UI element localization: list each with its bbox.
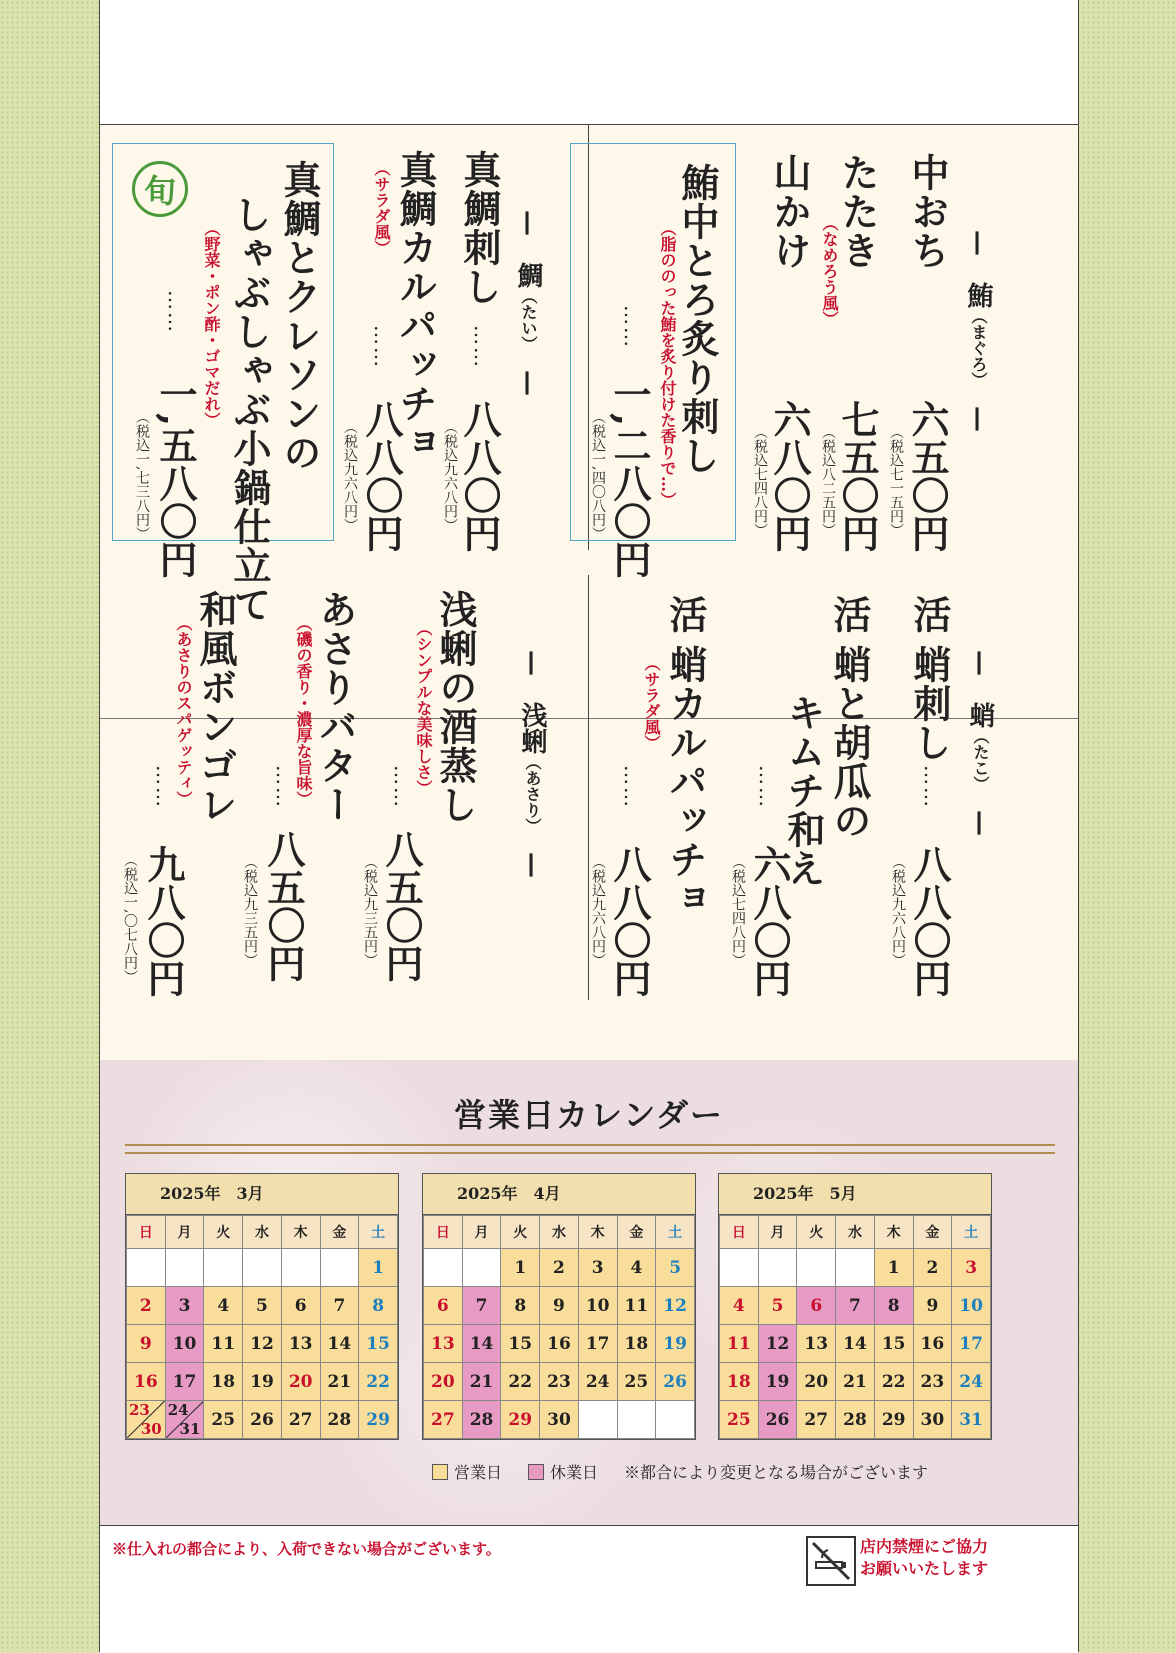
weekday-header: 日 [127, 1216, 166, 1249]
calendar-day: 1 [359, 1249, 398, 1287]
calendar-day: 17 [952, 1325, 991, 1363]
calendar-day [656, 1401, 695, 1439]
calendar-day: 7 [462, 1287, 501, 1325]
menu-item-nakaochi: 中おち [905, 153, 950, 270]
legend-note: ※都合により変更となる場合がございます [624, 1463, 929, 1482]
calendar-day: 11 [204, 1325, 243, 1363]
calendar-day: 1 [501, 1249, 540, 1287]
menu-item-tako-sashi: 蛸刺し [907, 645, 952, 762]
calendar-day: 3 [165, 1287, 204, 1325]
weekday-header: 水 [243, 1216, 282, 1249]
calendar-day: 19 [243, 1363, 282, 1401]
calendar-month [125, 1173, 399, 1440]
price-tako-sashi: 八八〇円 [907, 845, 952, 997]
calendar-day: 25 [617, 1363, 656, 1401]
calendar-day: 6 [797, 1287, 836, 1325]
menu-page [99, 0, 1079, 1652]
calendar-day: 8 [501, 1287, 540, 1325]
price-tataki: 七五〇円 [835, 400, 880, 552]
calendar-day: 18 [204, 1363, 243, 1401]
calendar-day: 6 [424, 1287, 463, 1325]
calendar-day: 23 30 [127, 1401, 166, 1439]
leader-dots-tako-carpaccio: …… [620, 765, 644, 809]
leader-dots-kimchi: …… [755, 765, 779, 809]
calendar-day: 9 [913, 1287, 952, 1325]
calendar-title: 営業日カレンダー [454, 1096, 724, 1134]
calendar-day: 30 [540, 1401, 579, 1439]
note-wafu-vongole: （あさりのスパゲッティ） [174, 615, 193, 807]
calendar-day: 19 [656, 1325, 695, 1363]
tax-tako-sashi: （税込九六八円） [890, 855, 906, 967]
right-border-pattern [1076, 0, 1176, 1652]
calendar-day: 10 [578, 1287, 617, 1325]
calendar-day: 20 [797, 1363, 836, 1401]
calendar-day: 15 [874, 1325, 913, 1363]
calendar-day: 29 [501, 1401, 540, 1439]
note-madai-carpaccio: （サラダ風） [372, 160, 391, 256]
menu-item-yamakake: 山かけ [767, 153, 812, 270]
price-madai-sashi: 八八〇円 [457, 400, 502, 552]
price-tako-carpaccio: 八八〇円 [607, 845, 652, 997]
section-heading-maguro: — 鮪（まぐろ） — [963, 230, 993, 432]
calendar-day: 26 [656, 1363, 695, 1401]
calendar-day: 5 [243, 1287, 282, 1325]
menu-item-asari-sakamushi: 浅蜊の酒蒸し [433, 590, 478, 824]
price-yamakake: 六八〇円 [767, 400, 812, 552]
tax-toro-aburi: （税込一,四〇八円） [590, 410, 606, 541]
calendar-day: 27 [281, 1401, 320, 1439]
calendar-month-label: 2025年 4月 [423, 1174, 695, 1215]
calendar-day: 22 [501, 1363, 540, 1401]
footer-notice: ※仕入れの都合により、入荷できない場合がございます。 [112, 1540, 501, 1558]
calendar-day: 28 [462, 1401, 501, 1439]
price-asari-butter: 八五〇円 [261, 830, 306, 982]
calendar-day: 22 [874, 1363, 913, 1401]
leader-dots-shabushabu: …… [164, 290, 188, 334]
left-border-pattern [0, 0, 100, 1652]
menu-item-tako-kimchi-line2: キムチ和え [781, 693, 826, 888]
calendar-day: 8 [359, 1287, 398, 1325]
legend-closed-label: 休業日 [550, 1463, 599, 1482]
calendar-day: 13 [424, 1325, 463, 1363]
menu-item-shabushabu-line2: しゃぶしゃぶ小鍋仕立て [227, 195, 272, 624]
calendar-day: 17 [578, 1325, 617, 1363]
price-asari-sakamushi: 八五〇円 [379, 830, 424, 982]
shun-seasonal-badge-icon: 旬 [132, 161, 188, 217]
calendar-day: 18 [720, 1363, 759, 1401]
calendar-day: 16 [913, 1325, 952, 1363]
calendar-day: 26 [243, 1401, 282, 1439]
weekday-header: 月 [758, 1216, 797, 1249]
calendar-day [127, 1249, 166, 1287]
leader-dots-butter: …… [272, 765, 296, 809]
tax-yamakake: （税込七四八円） [752, 425, 768, 537]
note-asari-sakamushi: （シンプルな美味しさ） [414, 620, 433, 796]
menu-item-toro-aburi: 鮪中とろ炙り刺し [675, 163, 720, 475]
calendar-day: 21 [320, 1363, 359, 1401]
section-heading-tai: — 鯛（たい） — [513, 210, 543, 396]
calendar-day: 16 [540, 1325, 579, 1363]
leader-dots-sakamushi: …… [390, 765, 414, 809]
calendar-day: 30 [913, 1401, 952, 1439]
calendar-day: 10 [952, 1287, 991, 1325]
calendar-day: 11 [720, 1325, 759, 1363]
price-wafu-vongole: 九八〇円 [141, 845, 186, 997]
calendar-day: 26 [758, 1401, 797, 1439]
calendar-day: 8 [874, 1287, 913, 1325]
menu-item-tataki: たたき [835, 153, 880, 270]
calendar-day: 7 [836, 1287, 875, 1325]
calendar-month [718, 1173, 992, 1440]
calendar-day: 13 [797, 1325, 836, 1363]
calendar-day: 23 [540, 1363, 579, 1401]
calendar-day: 9 [127, 1325, 166, 1363]
calendar-day: 29 [874, 1401, 913, 1439]
leader-dots-carpaccio: …… [370, 325, 394, 369]
calendar-day: 6 [281, 1287, 320, 1325]
calendar-month-label: 2025年 3月 [126, 1174, 398, 1215]
menu-item-madai-sashi: 真鯛刺し [457, 150, 502, 306]
calendar-day: 21 [462, 1363, 501, 1401]
calendar-day [424, 1249, 463, 1287]
prefix-katsu-1: 活 [907, 595, 952, 634]
calendar-day [320, 1249, 359, 1287]
calendar-day: 3 [578, 1249, 617, 1287]
calendar-day: 16 [127, 1363, 166, 1401]
calendar-section [100, 1060, 1078, 1525]
calendar-day: 25 [720, 1401, 759, 1439]
menu-item-tako-carpaccio: 蛸カルパッチョ [663, 645, 708, 918]
calendar-day [797, 1249, 836, 1287]
calendar-day: 1 [874, 1249, 913, 1287]
legend-open-label: 営業日 [454, 1463, 503, 1482]
calendar-day: 21 [836, 1363, 875, 1401]
weekday-header: 水 [540, 1216, 579, 1249]
note-asari-butter: （磯の香り・濃厚な旨味） [294, 615, 313, 807]
menu-item-madai-carpaccio: 真鯛カルパッチョ [393, 150, 438, 462]
calendar-day: 24 [952, 1363, 991, 1401]
weekday-header: 木 [578, 1216, 617, 1249]
calendar-day: 4 [720, 1287, 759, 1325]
leader-dots-vongole: …… [152, 765, 176, 809]
weekday-header: 日 [720, 1216, 759, 1249]
note-toro-aburi: （脂ののった鮪を炙り付けた香りで…） [658, 220, 677, 508]
calendar-day: 9 [540, 1287, 579, 1325]
calendar-day: 12 [243, 1325, 282, 1363]
tax-asari-sakamushi: （税込九三五円） [362, 855, 378, 967]
menu-item-shabushabu-line1: 真鯛とクレソンの [277, 160, 322, 472]
calendar-day: 23 [913, 1363, 952, 1401]
calendar-day [720, 1249, 759, 1287]
calendar-day: 24 [578, 1363, 617, 1401]
weekday-header: 土 [359, 1216, 398, 1249]
weekday-header: 火 [204, 1216, 243, 1249]
price-nakaochi: 六五〇円 [905, 400, 950, 552]
tax-tataki: （税込八二五円） [820, 425, 836, 537]
tax-madai-carpaccio: （税込九六八円） [342, 420, 358, 532]
calendar-day [617, 1401, 656, 1439]
weekday-header: 日 [424, 1216, 463, 1249]
calendar-day: 14 [462, 1325, 501, 1363]
calendar-day: 28 [320, 1401, 359, 1439]
tax-asari-butter: （税込九三五円） [242, 855, 258, 967]
calendar-day [578, 1401, 617, 1439]
calendar-month-label: 2025年 5月 [719, 1174, 991, 1215]
calendar-day: 2 [127, 1287, 166, 1325]
no-smoking-icon [806, 1536, 856, 1586]
calendar-day: 24 31 [165, 1401, 204, 1439]
prefix-katsu-3: 活 [663, 595, 708, 634]
weekday-header: 金 [913, 1216, 952, 1249]
weekday-header: 土 [656, 1216, 695, 1249]
tax-madai-sashi: （税込九六八円） [442, 420, 458, 532]
calendar-day: 29 [359, 1401, 398, 1439]
weekday-header: 火 [501, 1216, 540, 1249]
calendar-day: 18 [617, 1325, 656, 1363]
calendar-month [422, 1173, 696, 1440]
calendar-day: 12 [656, 1287, 695, 1325]
weekday-header: 月 [462, 1216, 501, 1249]
weekday-header: 金 [320, 1216, 359, 1249]
calendar-day: 14 [836, 1325, 875, 1363]
calendar-day: 20 [281, 1363, 320, 1401]
calendar-day: 15 [501, 1325, 540, 1363]
calendar-day: 5 [656, 1249, 695, 1287]
calendar-day [165, 1249, 204, 1287]
calendar-day [462, 1249, 501, 1287]
legend-closed-swatch [528, 1464, 544, 1480]
weekday-header: 月 [165, 1216, 204, 1249]
calendar-day: 10 [165, 1325, 204, 1363]
tax-tako-kimchi: （税込七四八円） [730, 855, 746, 967]
menu-item-wafu-vongole: 和風ボンゴレ [193, 590, 238, 824]
weekday-header: 水 [836, 1216, 875, 1249]
weekday-header: 金 [617, 1216, 656, 1249]
calendar-day: 2 [540, 1249, 579, 1287]
calendar-day: 5 [758, 1287, 797, 1325]
calendar-day [204, 1249, 243, 1287]
no-smoking-line1: 店内禁煙にご協力 [860, 1537, 989, 1556]
calendar-day [281, 1249, 320, 1287]
price-tako-kimchi: 六八〇円 [747, 845, 792, 997]
calendar-day: 4 [204, 1287, 243, 1325]
calendar-day: 14 [320, 1325, 359, 1363]
tax-tako-carpaccio: （税込九六八円） [590, 855, 606, 967]
weekday-header: 木 [874, 1216, 913, 1249]
calendar-day: 25 [204, 1401, 243, 1439]
footer-area [100, 1525, 1078, 1653]
tax-nakaochi: （税込七一五円） [888, 425, 904, 537]
legend-open-swatch [432, 1464, 448, 1480]
calendar-day: 19 [758, 1363, 797, 1401]
menu-item-asari-butter: あさりバター [313, 590, 358, 824]
weekday-header: 木 [281, 1216, 320, 1249]
section-heading-asari: — 浅蜊（あさり） — [517, 650, 547, 878]
calendar-day: 12 [758, 1325, 797, 1363]
calendar-legend [432, 1460, 928, 1483]
note-shabushabu: （野菜・ポン酢・ゴマだれ） [202, 220, 221, 428]
leader-dots-toro: …… [620, 305, 644, 349]
calendar-day [243, 1249, 282, 1287]
calendar-day [758, 1249, 797, 1287]
calendar-day: 31 [952, 1401, 991, 1439]
calendar-day: 7 [320, 1287, 359, 1325]
price-shabushabu: 一,五八〇円 [153, 375, 198, 579]
top-blank-area [100, 0, 1078, 125]
note-tako-carpaccio: （サラダ風） [642, 655, 661, 751]
section-heading-tako: — 蛸（たこ） — [965, 650, 995, 836]
calendar-day: 3 [952, 1249, 991, 1287]
calendar-title-rule [125, 1144, 1055, 1154]
leader-dots-madai: …… [470, 325, 494, 369]
calendar-day [836, 1249, 875, 1287]
calendar-day: 4 [617, 1249, 656, 1287]
calendar-day: 28 [836, 1401, 875, 1439]
menu-item-tako-kimchi-line1: 蛸と胡瓜の [827, 645, 872, 840]
calendar-day: 2 [913, 1249, 952, 1287]
tax-shabushabu: （税込一,七三八円） [134, 410, 150, 541]
tax-wafu-vongole: （税込一,〇七八円） [122, 853, 138, 984]
weekday-header: 火 [797, 1216, 836, 1249]
calendar-day: 11 [617, 1287, 656, 1325]
no-smoking-line2: お願いいたします [860, 1559, 989, 1578]
price-madai-carpaccio: 八八〇円 [359, 400, 404, 552]
calendar-day: 27 [424, 1401, 463, 1439]
price-toro-aburi: 一,二八〇円 [607, 375, 652, 579]
note-tataki: （なめろう風） [820, 215, 839, 327]
no-smoking-text [860, 1536, 988, 1580]
calendar-day: 22 [359, 1363, 398, 1401]
calendar-day: 13 [281, 1325, 320, 1363]
calendar-day: 20 [424, 1363, 463, 1401]
leader-dots-tako: …… [920, 765, 944, 809]
weekday-header: 土 [952, 1216, 991, 1249]
calendar-day: 17 [165, 1363, 204, 1401]
calendar-day: 27 [797, 1401, 836, 1439]
prefix-katsu-2: 活 [827, 595, 872, 634]
calendar-day: 15 [359, 1325, 398, 1363]
menu-area [100, 125, 1078, 1060]
